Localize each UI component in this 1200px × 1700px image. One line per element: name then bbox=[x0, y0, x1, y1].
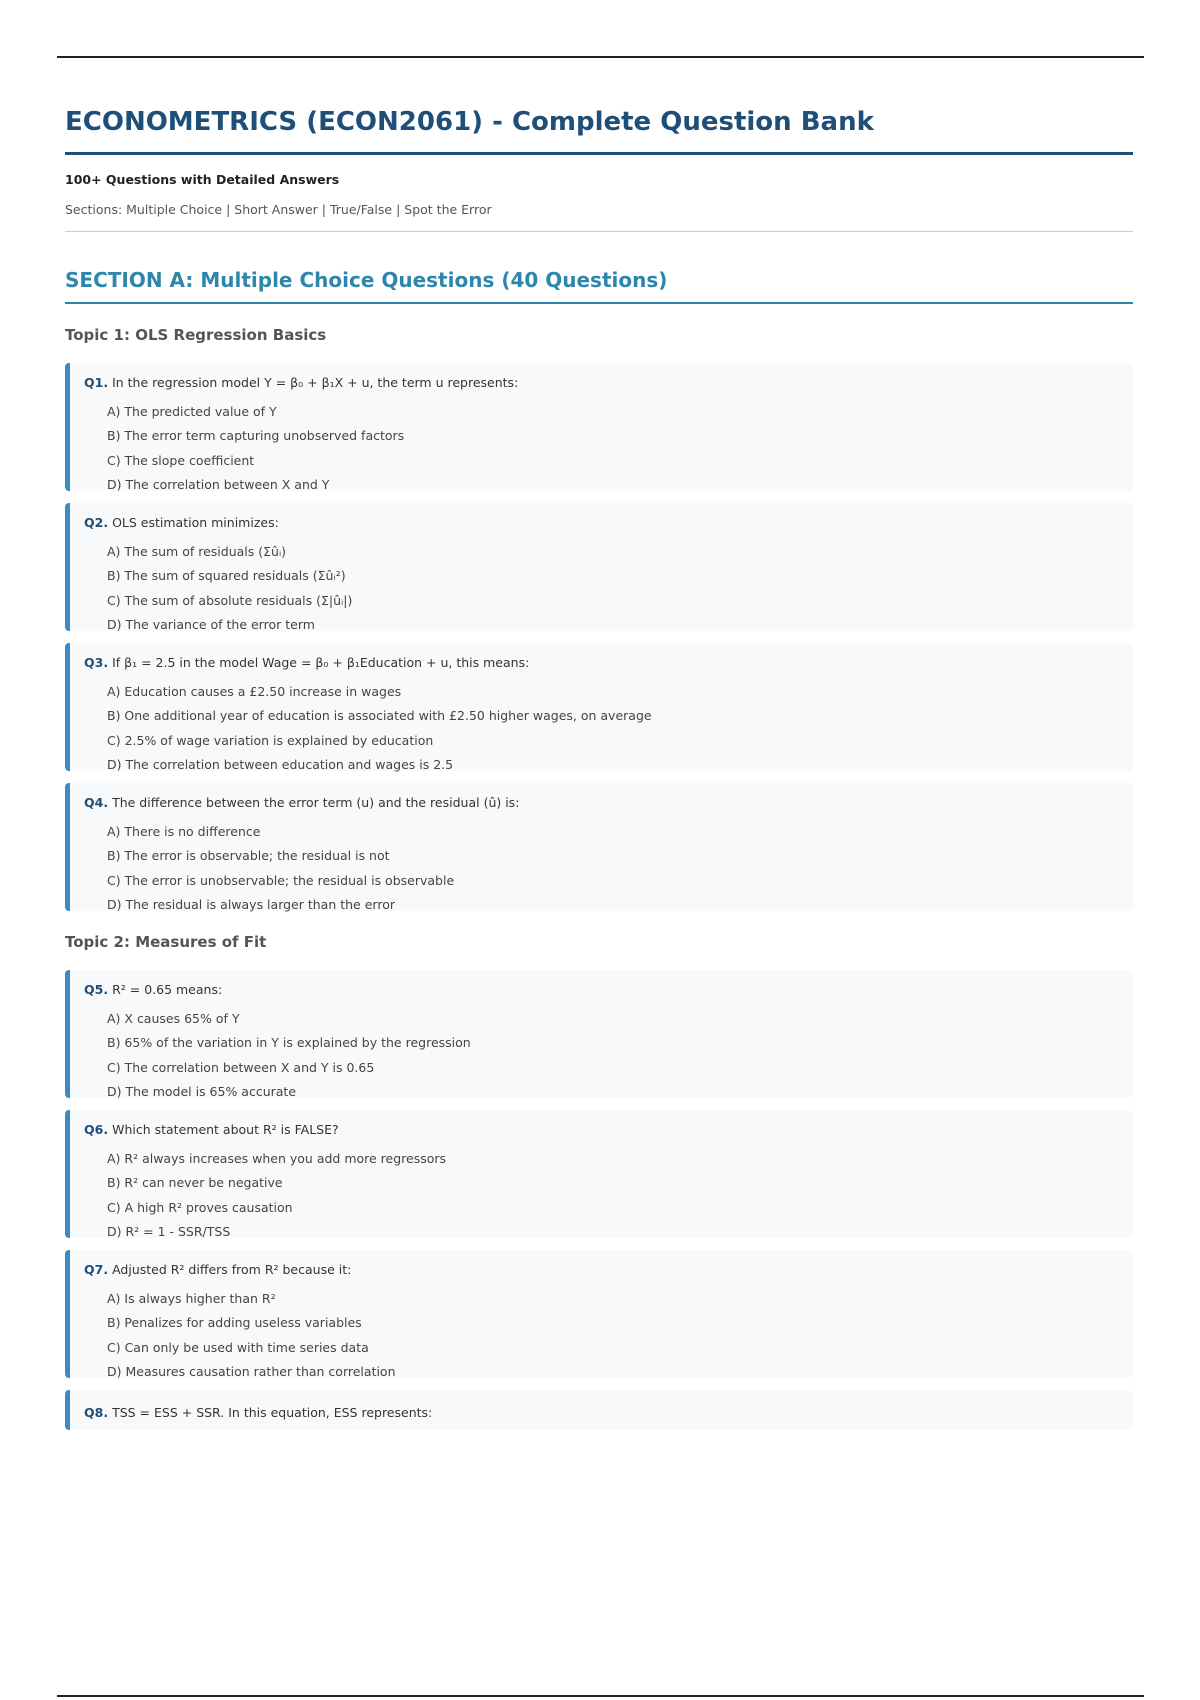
question-card-q4 bbox=[65, 783, 1133, 911]
question-text: The difference between the error term (u) and the residual (û) is: bbox=[112, 795, 520, 810]
question-text: In the regression model Y = β₀ + β₁X + u, the term u represents: bbox=[112, 375, 519, 390]
question-stem bbox=[84, 513, 1117, 533]
top-page-rule bbox=[57, 56, 1144, 58]
answer-option: A) X causes 65% of Y bbox=[107, 1011, 240, 1026]
section-a-title: SECTION A: Multiple Choice Questions (40 Questions) bbox=[65, 268, 1133, 304]
answer-option: C) The slope coefficient bbox=[107, 452, 255, 468]
question-stem bbox=[84, 1403, 1117, 1423]
question-card-q7 bbox=[65, 1250, 1133, 1378]
question-card-q6 bbox=[65, 1110, 1133, 1238]
answer-option: A) The predicted value of Y bbox=[107, 404, 277, 419]
question-stem bbox=[84, 373, 1117, 393]
question-stem bbox=[84, 793, 1117, 813]
answer-option: D) The model is 65% accurate bbox=[107, 1083, 297, 1099]
answer-option: C) 2.5% of wage variation is explained by education bbox=[107, 732, 434, 748]
question-number: Q7. bbox=[84, 1262, 109, 1277]
question-number: Q8. bbox=[84, 1405, 109, 1420]
answer-option: C) The correlation between X and Y is 0.65 bbox=[107, 1059, 375, 1075]
answer-option: C) Can only be used with time series data bbox=[107, 1339, 369, 1355]
question-card-q1 bbox=[65, 363, 1133, 491]
question-number: Q3. bbox=[84, 655, 109, 670]
answer-option: D) Measures causation rather than correlation bbox=[107, 1363, 396, 1379]
question-stem bbox=[84, 980, 1117, 1000]
answer-option: D) R² = 1 - SSR/TSS bbox=[107, 1223, 231, 1239]
question-stem bbox=[84, 653, 1117, 673]
answer-option: D) The residual is always larger than the error bbox=[107, 896, 395, 912]
answer-option: B) The error is observable; the residual is not bbox=[107, 848, 390, 864]
answer-option: A) The sum of residuals (Σûᵢ) bbox=[107, 544, 287, 559]
topic-2-title: Topic 2: Measures of Fit bbox=[65, 933, 267, 951]
bottom-page-rule bbox=[57, 1695, 1144, 1697]
answer-option: A) Is always higher than R² bbox=[107, 1291, 276, 1306]
answer-option: C) The error is unobservable; the residual is observable bbox=[107, 872, 455, 888]
answer-option: C) A high R² proves causation bbox=[107, 1199, 293, 1215]
answer-option: D) The correlation between education and wages is 2.5 bbox=[107, 756, 454, 772]
document-body bbox=[65, 104, 1133, 1442]
question-number: Q2. bbox=[84, 515, 109, 530]
answer-option: B) Penalizes for adding useless variables bbox=[107, 1315, 362, 1331]
answer-option: B) One additional year of education is associated with £2.50 higher wages, on average bbox=[107, 708, 652, 724]
answer-option: D) The variance of the error term bbox=[107, 616, 315, 632]
answer-option: A) R² always increases when you add more regressors bbox=[107, 1151, 447, 1166]
document-subtitle: 100+ Questions with Detailed Answers bbox=[65, 172, 340, 187]
document-title: ECONOMETRICS (ECON2061) - Complete Question Bank bbox=[65, 104, 1133, 155]
question-card-q3 bbox=[65, 643, 1133, 771]
answer-option: A) There is no difference bbox=[107, 824, 261, 839]
answer-option: A) Education causes a £2.50 increase in wages bbox=[107, 684, 402, 699]
sections-summary: Sections: Multiple Choice | Short Answer | True/False | Spot the Error bbox=[65, 202, 1133, 232]
question-card-q8 bbox=[65, 1390, 1133, 1430]
question-text: Adjusted R² differs from R² because it: bbox=[112, 1262, 352, 1277]
question-text: OLS estimation minimizes: bbox=[112, 515, 279, 530]
question-number: Q4. bbox=[84, 795, 109, 810]
question-number: Q5. bbox=[84, 982, 109, 997]
question-card-q5 bbox=[65, 970, 1133, 1098]
question-text: R² = 0.65 means: bbox=[112, 982, 223, 997]
question-number: Q6. bbox=[84, 1122, 109, 1137]
answer-option: D) The correlation between X and Y bbox=[107, 476, 330, 492]
question-stem bbox=[84, 1260, 1117, 1280]
question-text: TSS = ESS + SSR. In this equation, ESS represents: bbox=[112, 1405, 433, 1420]
answer-option: B) R² can never be negative bbox=[107, 1175, 283, 1191]
question-card-q2 bbox=[65, 503, 1133, 631]
answer-option: B) 65% of the variation in Y is explained by the regression bbox=[107, 1035, 471, 1051]
question-stem bbox=[84, 1120, 1117, 1140]
answer-option: C) The sum of absolute residuals (Σ|ûᵢ|) bbox=[107, 592, 353, 608]
answer-option: B) The error term capturing unobserved factors bbox=[107, 428, 405, 444]
question-text: Which statement about R² is FALSE? bbox=[112, 1122, 339, 1137]
answer-option: B) The sum of squared residuals (Σûᵢ²) bbox=[107, 568, 346, 584]
question-number: Q1. bbox=[84, 375, 109, 390]
question-text: If β₁ = 2.5 in the model Wage = β₀ + β₁Education + u, this means: bbox=[112, 655, 530, 670]
topic-1-title: Topic 1: OLS Regression Basics bbox=[65, 326, 327, 344]
